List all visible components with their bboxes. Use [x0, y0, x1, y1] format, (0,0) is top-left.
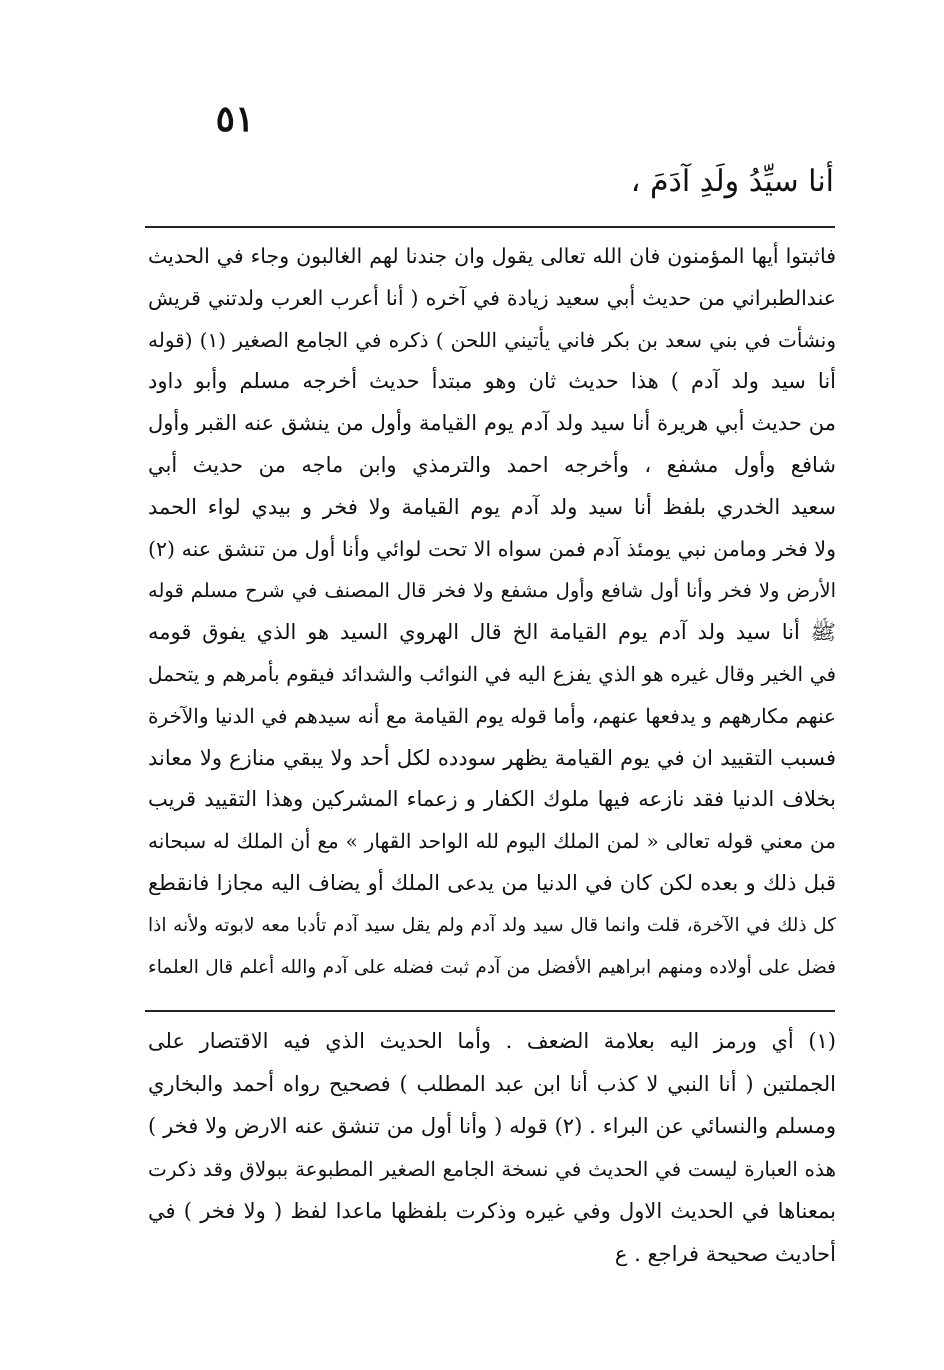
text-line: سعيد الخدري بلفظ أنا سيد ولد آدم يوم القيامة ولا فخر و بيدي لواء الحمد: [148, 494, 836, 519]
text-line: ونشأت في بني سعد بن بكر فاني يأتيني اللحن ) ذكره في الجامع الصغير (١) (قوله: [148, 327, 836, 352]
text-line: أنا سيد ولد آدم ) هذا حديث ثان وهو مبتدأ حديث أخرجه مسلم وأبو داود: [148, 369, 836, 394]
footnote-divider: [145, 1010, 835, 1012]
text-line: من معني قوله تعالى « لمن الملك اليوم لله الواحد القهار » مع أن الملك له سبحانه: [148, 829, 836, 854]
text-line: بخلاف الدنيا فقد نازعه فيها ملوك الكفار و زعماء المشركين وهذا التقييد قريب: [148, 787, 836, 812]
footnote-line: بمعناها في الحديث الاول وفي غيره وذكرت بلفظها ماعدا لفظ ( ولا فخر ) في: [148, 1199, 836, 1223]
text-line: الأرض ولا فخر وأنا أول شافع وأول مشفع ولا فخر قال المصنف في شرح مسلم قوله: [148, 579, 836, 603]
text-line: فاثبتوا أيها المؤمنون فان الله تعالى يقول وان جندنا لهم الغالبون وجاء في الحديث: [148, 244, 836, 268]
footnote-line: (١) أي ورمز اليه بعلامة الضعف . وأما الحديث الذي فيه الاقتصار على: [148, 1029, 836, 1053]
footnote-line: أحاديث صحيحة فراجع . ع: [614, 1241, 836, 1266]
text-line: فسبب التقييد ان في يوم القيامة يظهر سودده لكل أحد ولا يبقي منازع ولا معاند: [148, 745, 836, 770]
page-number: ٥١: [215, 98, 255, 140]
header-divider: [145, 226, 835, 228]
text-line: في الخير وقال غيره هو الذي يفزع اليه في النوائب والشدائد فيقوم بأمرهم و يتحمل: [148, 661, 836, 686]
text-line: كل ذلك في الآخرة، قلت وانما قال سيد ولد آدم ولم يقل سيد آدم تأدبا معه لابوته ولأنه اذا: [148, 914, 836, 936]
footnote-line: هذه العبارة ليست في الحديث في نسخة الجامع الصغير المطبوعة ببولاق وقد ذكرت: [148, 1156, 836, 1181]
main-text-block: [148, 236, 836, 988]
footnotes-block: [148, 1020, 836, 1275]
text-line: عندالطبراني من حديث أبي سعيد زيادة في آخره ( أنا أعرب العرب ولدتني قريش: [148, 285, 836, 310]
text-line: عنهم مكارههم و يدفعها عنهم، وأما قوله يوم القيامة مع أنه سيدهم في الدنيا والآخرة: [148, 703, 836, 728]
text-line: شافع وأول مشفع ، وأخرجه احمد والترمذي وابن ماجه من حديث أبي: [148, 452, 836, 477]
footnote-line: ومسلم والنسائي عن البراء . (٢) قوله ( وأنا أول من تنشق عنه الارض ولا فخر ): [148, 1114, 836, 1138]
text-line: قبل ذلك و بعده لكن كان في الدنيا من يدعى الملك أو يضاف اليه مجازا فانقطع: [148, 870, 836, 895]
text-line: ولا فخر ومامن نبي يومئذ آدم فمن سواه الا تحت لوائي وأنا أول من تنشق عنه (٢): [148, 536, 836, 561]
text-line: ﷺ أنا سيد ولد آدم يوم القيامة الخ قال الهروي السيد هو الذي يفوق قومه: [148, 620, 836, 645]
running-header: أنا سيِّدُ ولَدِ آدَمَ ،: [630, 164, 834, 199]
text-line: من حديث أبي هريرة أنا سيد ولد آدم يوم القيامة وأول من ينشق عنه القبر وأول: [148, 411, 836, 436]
text-line: فضل على أولاده ومنهم ابراهيم الأفضل من آدم ثبت فضله على آدم والله أعلم قال العلماء: [148, 956, 836, 978]
footnote-line: الجملتين ( أنا النبي لا كذب أنا ابن عبد المطلب ) فصحيح رواه أحمد والبخاري: [148, 1071, 836, 1096]
